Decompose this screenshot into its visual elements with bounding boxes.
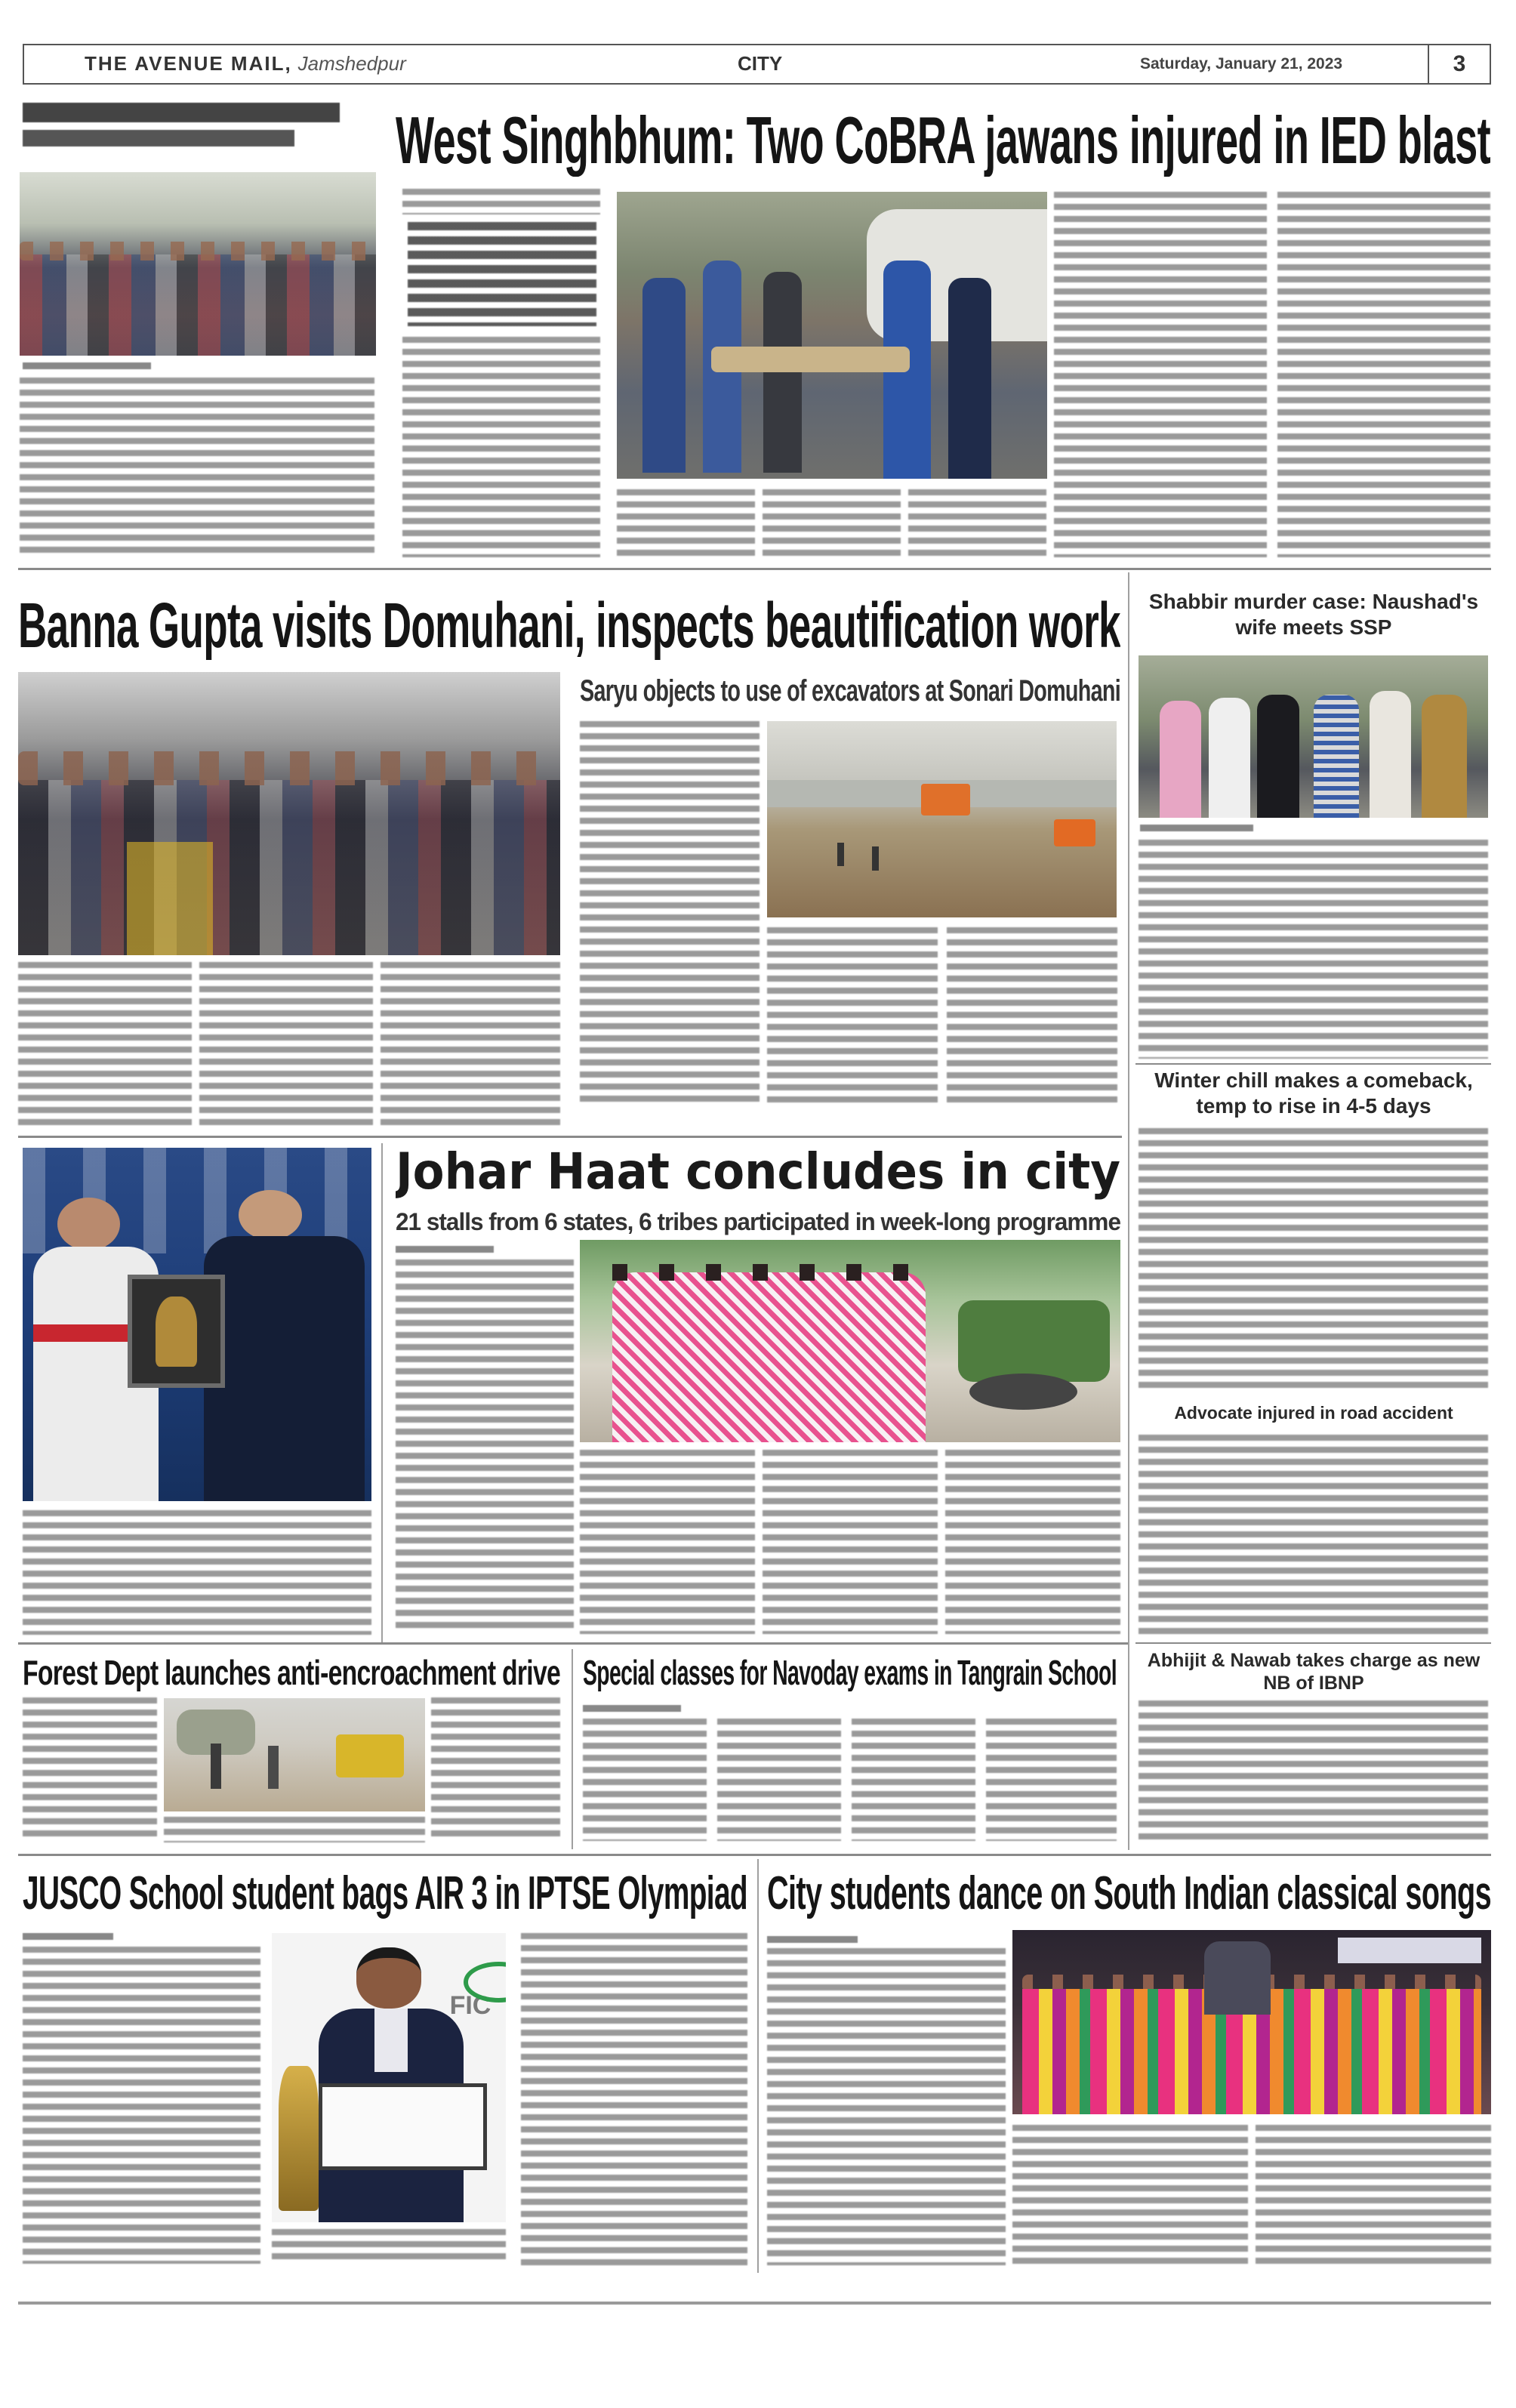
photo-people-row bbox=[20, 254, 376, 356]
page-header bbox=[23, 44, 1491, 85]
body-text bbox=[164, 1817, 425, 1842]
photo-trophy bbox=[156, 1296, 197, 1367]
photo-meets-ssp bbox=[1139, 655, 1488, 818]
photo-person bbox=[1422, 695, 1467, 818]
headline-box bbox=[583, 1654, 1117, 1691]
headline-ied-blast: West Singhbhum: Two CoBRA jawans injured in IED blast bbox=[396, 104, 1490, 177]
body-text bbox=[767, 927, 938, 1107]
photo-person bbox=[948, 278, 991, 479]
headline-ibnp: Abhijit & Nawab takes charge as new NB of IBNP bbox=[1147, 1650, 1481, 1694]
photo-caption-text bbox=[272, 2229, 506, 2264]
body-text bbox=[23, 1697, 157, 1841]
photo-dancers bbox=[612, 1272, 926, 1442]
photo-excavator bbox=[1054, 819, 1096, 846]
byline-blurred bbox=[23, 1933, 113, 1940]
photo-stretcher bbox=[711, 347, 909, 372]
body-text bbox=[402, 189, 600, 214]
byline-blurred bbox=[767, 1936, 858, 1943]
story-rule bbox=[1135, 1642, 1491, 1644]
body-text bbox=[945, 1450, 1120, 1634]
body-text bbox=[767, 1948, 1006, 2265]
body-text bbox=[580, 721, 760, 1106]
page-number: 3 bbox=[1428, 45, 1490, 83]
body-text bbox=[1139, 1700, 1488, 1844]
story-headline-blurred bbox=[23, 103, 340, 122]
byline-blurred bbox=[583, 1705, 681, 1712]
column-rule bbox=[572, 1649, 573, 1849]
body-text bbox=[763, 1450, 938, 1634]
photo-encroachment-drive bbox=[164, 1698, 425, 1811]
headline-johar-haat: Johar Haat concludes in city bbox=[396, 1143, 1120, 1201]
body-text bbox=[1256, 2125, 1491, 2268]
body-text bbox=[199, 962, 373, 1128]
photo-jusco-student bbox=[272, 1933, 506, 2222]
photo-guest bbox=[1204, 1941, 1271, 2015]
headline-box bbox=[23, 1654, 560, 1691]
headline-banna-gupta: Banna Gupta visits Domuhani, inspects beautification work bbox=[18, 590, 1120, 660]
photo-caption-text bbox=[23, 1510, 371, 1635]
page-bottom-rule bbox=[18, 2302, 1491, 2305]
photo-person bbox=[1314, 695, 1359, 818]
photo-faces bbox=[20, 242, 376, 260]
photo-head bbox=[356, 1947, 422, 2008]
body-text bbox=[617, 489, 755, 557]
body-text bbox=[1054, 192, 1267, 557]
photo-dance-performance bbox=[1012, 1930, 1491, 2114]
photo-person bbox=[1160, 701, 1202, 818]
column-rule bbox=[1128, 572, 1129, 1850]
newspaper-title: THE AVENUE MAIL, bbox=[85, 52, 292, 75]
photo-injured-jawans bbox=[617, 192, 1047, 479]
photo-official bbox=[204, 1236, 365, 1501]
photo-person bbox=[211, 1744, 221, 1789]
photo-caption-blurred bbox=[23, 362, 151, 369]
column-rule bbox=[757, 1859, 759, 2273]
body-text bbox=[1139, 840, 1488, 1059]
photo-head bbox=[57, 1198, 120, 1250]
column-rule bbox=[381, 1143, 383, 1642]
headline-dance: City students dance on South Indian classical songs bbox=[767, 1869, 1491, 1919]
photo-logo-text: FIC bbox=[449, 1990, 491, 2020]
photo-person bbox=[127, 842, 214, 955]
headline-box bbox=[396, 104, 1490, 177]
body-text bbox=[521, 1933, 747, 2265]
photo-johar-haat-dancers bbox=[580, 1240, 1120, 1442]
issue-date: Saturday, January 21, 2023 bbox=[1140, 55, 1343, 72]
section-rule bbox=[18, 1854, 1491, 1856]
photo-person bbox=[1257, 695, 1299, 818]
photo-head bbox=[239, 1190, 301, 1240]
body-text bbox=[402, 337, 600, 557]
body-text bbox=[986, 1719, 1117, 1841]
photo-group-event bbox=[20, 172, 376, 356]
body-text bbox=[583, 1719, 707, 1841]
photo-stage-banner bbox=[1338, 1938, 1481, 1963]
headline-box bbox=[396, 1143, 1120, 1201]
photo-person bbox=[872, 846, 879, 870]
photo-heads bbox=[612, 1264, 926, 1280]
photo-excavators bbox=[767, 721, 1117, 917]
photo-caption-blurred bbox=[1140, 825, 1253, 831]
photo-hockey-felicitation bbox=[23, 1148, 371, 1501]
body-text bbox=[396, 1259, 574, 1634]
story-rule bbox=[1135, 1063, 1491, 1065]
section-name: CITY bbox=[738, 52, 783, 75]
body-text bbox=[580, 1450, 755, 1634]
subheadline-johar-haat: 21 stalls from 6 states, 6 tribes participated in week-long programme bbox=[396, 1208, 1120, 1235]
body-text bbox=[717, 1719, 841, 1841]
body-text bbox=[20, 378, 374, 559]
headline-box bbox=[23, 1869, 747, 1919]
pull-quote-blurred bbox=[408, 222, 596, 326]
body-text bbox=[908, 489, 1046, 557]
body-text bbox=[18, 962, 192, 1128]
headline-forest-dept: Forest Dept launches anti-encroachment drive bbox=[23, 1654, 560, 1691]
headline-box bbox=[767, 1869, 1491, 1919]
photo-faces bbox=[18, 751, 560, 785]
photo-minister-visit bbox=[18, 672, 560, 955]
photo-certificate bbox=[319, 2083, 487, 2170]
photo-excavator bbox=[921, 784, 970, 816]
photo-person bbox=[1370, 691, 1412, 818]
body-text bbox=[763, 489, 901, 557]
headline-jusco-olympiad: JUSCO School student bags AIR 3 in IPTSE Olympiad bbox=[23, 1869, 747, 1919]
section-rule bbox=[18, 1642, 1128, 1645]
photo-person bbox=[837, 843, 844, 866]
headline-advocate: Advocate injured in road accident bbox=[1174, 1403, 1453, 1423]
body-text bbox=[23, 1947, 260, 2264]
headline-box bbox=[18, 590, 1120, 660]
edition-city: Jamshedpur bbox=[297, 52, 406, 75]
body-text bbox=[1012, 2125, 1248, 2268]
newspaper-name bbox=[85, 52, 406, 76]
photo-drums bbox=[969, 1374, 1077, 1410]
body-text bbox=[1277, 192, 1490, 557]
photo-person bbox=[268, 1746, 279, 1789]
section-rule bbox=[18, 1136, 1122, 1138]
photo-person bbox=[642, 278, 686, 473]
section-rule bbox=[18, 568, 1491, 570]
body-text bbox=[947, 927, 1117, 1107]
photo-person bbox=[1209, 698, 1251, 818]
photo-trophy bbox=[279, 2066, 319, 2211]
headline-box bbox=[580, 674, 1120, 708]
byline-blurred bbox=[396, 1246, 494, 1253]
photo-bulldozer bbox=[336, 1734, 404, 1777]
subheadline-box bbox=[396, 1207, 1120, 1237]
headline-saryu: Saryu objects to use of excavators at Sonari Domuhani bbox=[580, 674, 1120, 708]
body-text bbox=[852, 1719, 975, 1841]
headline-navoday-classes: Special classes for Navoday exams in Tangrain School bbox=[583, 1654, 1117, 1691]
body-text bbox=[1139, 1435, 1488, 1634]
body-text bbox=[1139, 1128, 1488, 1394]
photo-people-row bbox=[18, 780, 560, 956]
headline-winter-chill: Winter chill makes a comeback, temp to rise in 4-5 days bbox=[1154, 1068, 1473, 1118]
body-text bbox=[431, 1697, 560, 1841]
story-headline-blurred bbox=[23, 130, 294, 146]
headline-shabbir: Shabbir murder case: Naushad's wife meets SSP bbox=[1148, 590, 1479, 639]
photo-shirt bbox=[374, 2009, 407, 2072]
photo-person bbox=[763, 272, 802, 473]
body-text bbox=[381, 962, 560, 1128]
photo-plants bbox=[958, 1300, 1109, 1381]
